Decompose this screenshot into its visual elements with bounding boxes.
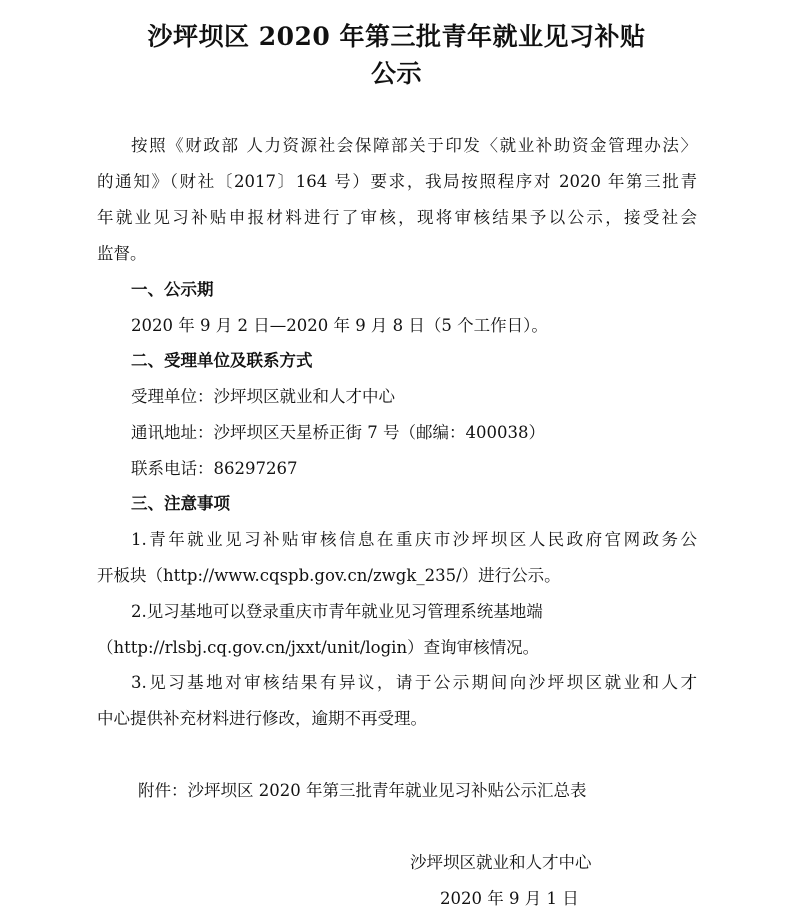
note-1-line-2: 开板块（http://www.cqspb.gov.cn/zwgk_235/）进行公示。 (97, 566, 561, 585)
intro-paragraph-line-2: 的通知》（财社〔2017〕164 号）要求，我局按照程序对 2020 年第三批青 (97, 172, 697, 191)
note-1-line-1: 1.青年就业见习补贴审核信息在重庆市沙坪坝区人民政府官网政务公 (131, 530, 697, 549)
intro-paragraph-line-1: 按照《财政部 人力资源社会保障部关于印发〈就业补助资金管理办法〉 (131, 136, 697, 155)
document-title-line2: 公示 (370, 59, 422, 88)
section-heading-contact: 二、受理单位及联系方式 (131, 351, 313, 370)
publicity-period-dates: 2020 年 9 月 2 日—2020 年 9 月 8 日（5 个工作日）。 (131, 316, 548, 335)
note-3-line-1: 3.见习基地对审核结果有异议，请于公示期间向沙坪坝区就业和人才 (131, 673, 697, 692)
note-2-line-2: （http://rlsbj.cq.gov.cn/jxxt/unit/login）查询审核情况。 (97, 638, 540, 657)
document-title: 沙坪坝区 2020 年第三批青年就业见习补贴 (147, 22, 646, 51)
note-2-line-1: 2.见习基地可以登录重庆市青年就业见习管理系统基地端 (131, 602, 543, 621)
attachment-note: 附件：沙坪坝区 2020 年第三批青年就业见习补贴公示汇总表 (138, 781, 587, 800)
intro-paragraph-line-3: 年就业见习补贴申报材料进行了审核，现将审核结果予以公示，接受社会 (97, 208, 697, 227)
contact-phone: 联系电话：86297267 (131, 459, 298, 478)
contact-unit: 受理单位：沙坪坝区就业和人才中心 (131, 387, 395, 406)
signature-organization: 沙坪坝区就业和人才中心 (410, 853, 592, 872)
contact-address: 通讯地址：沙坪坝区天星桥正街 7 号（邮编：400038） (131, 423, 545, 442)
note-3-line-2: 中心提供补充材料进行修改，逾期不再受理。 (97, 709, 427, 728)
section-heading-notes: 三、注意事项 (131, 494, 230, 513)
signature-date: 2020 年 9 月 1 日 (440, 889, 579, 908)
intro-paragraph-line-4: 监督。 (97, 244, 147, 263)
section-heading-publicity-period: 一、公示期 (131, 280, 214, 299)
